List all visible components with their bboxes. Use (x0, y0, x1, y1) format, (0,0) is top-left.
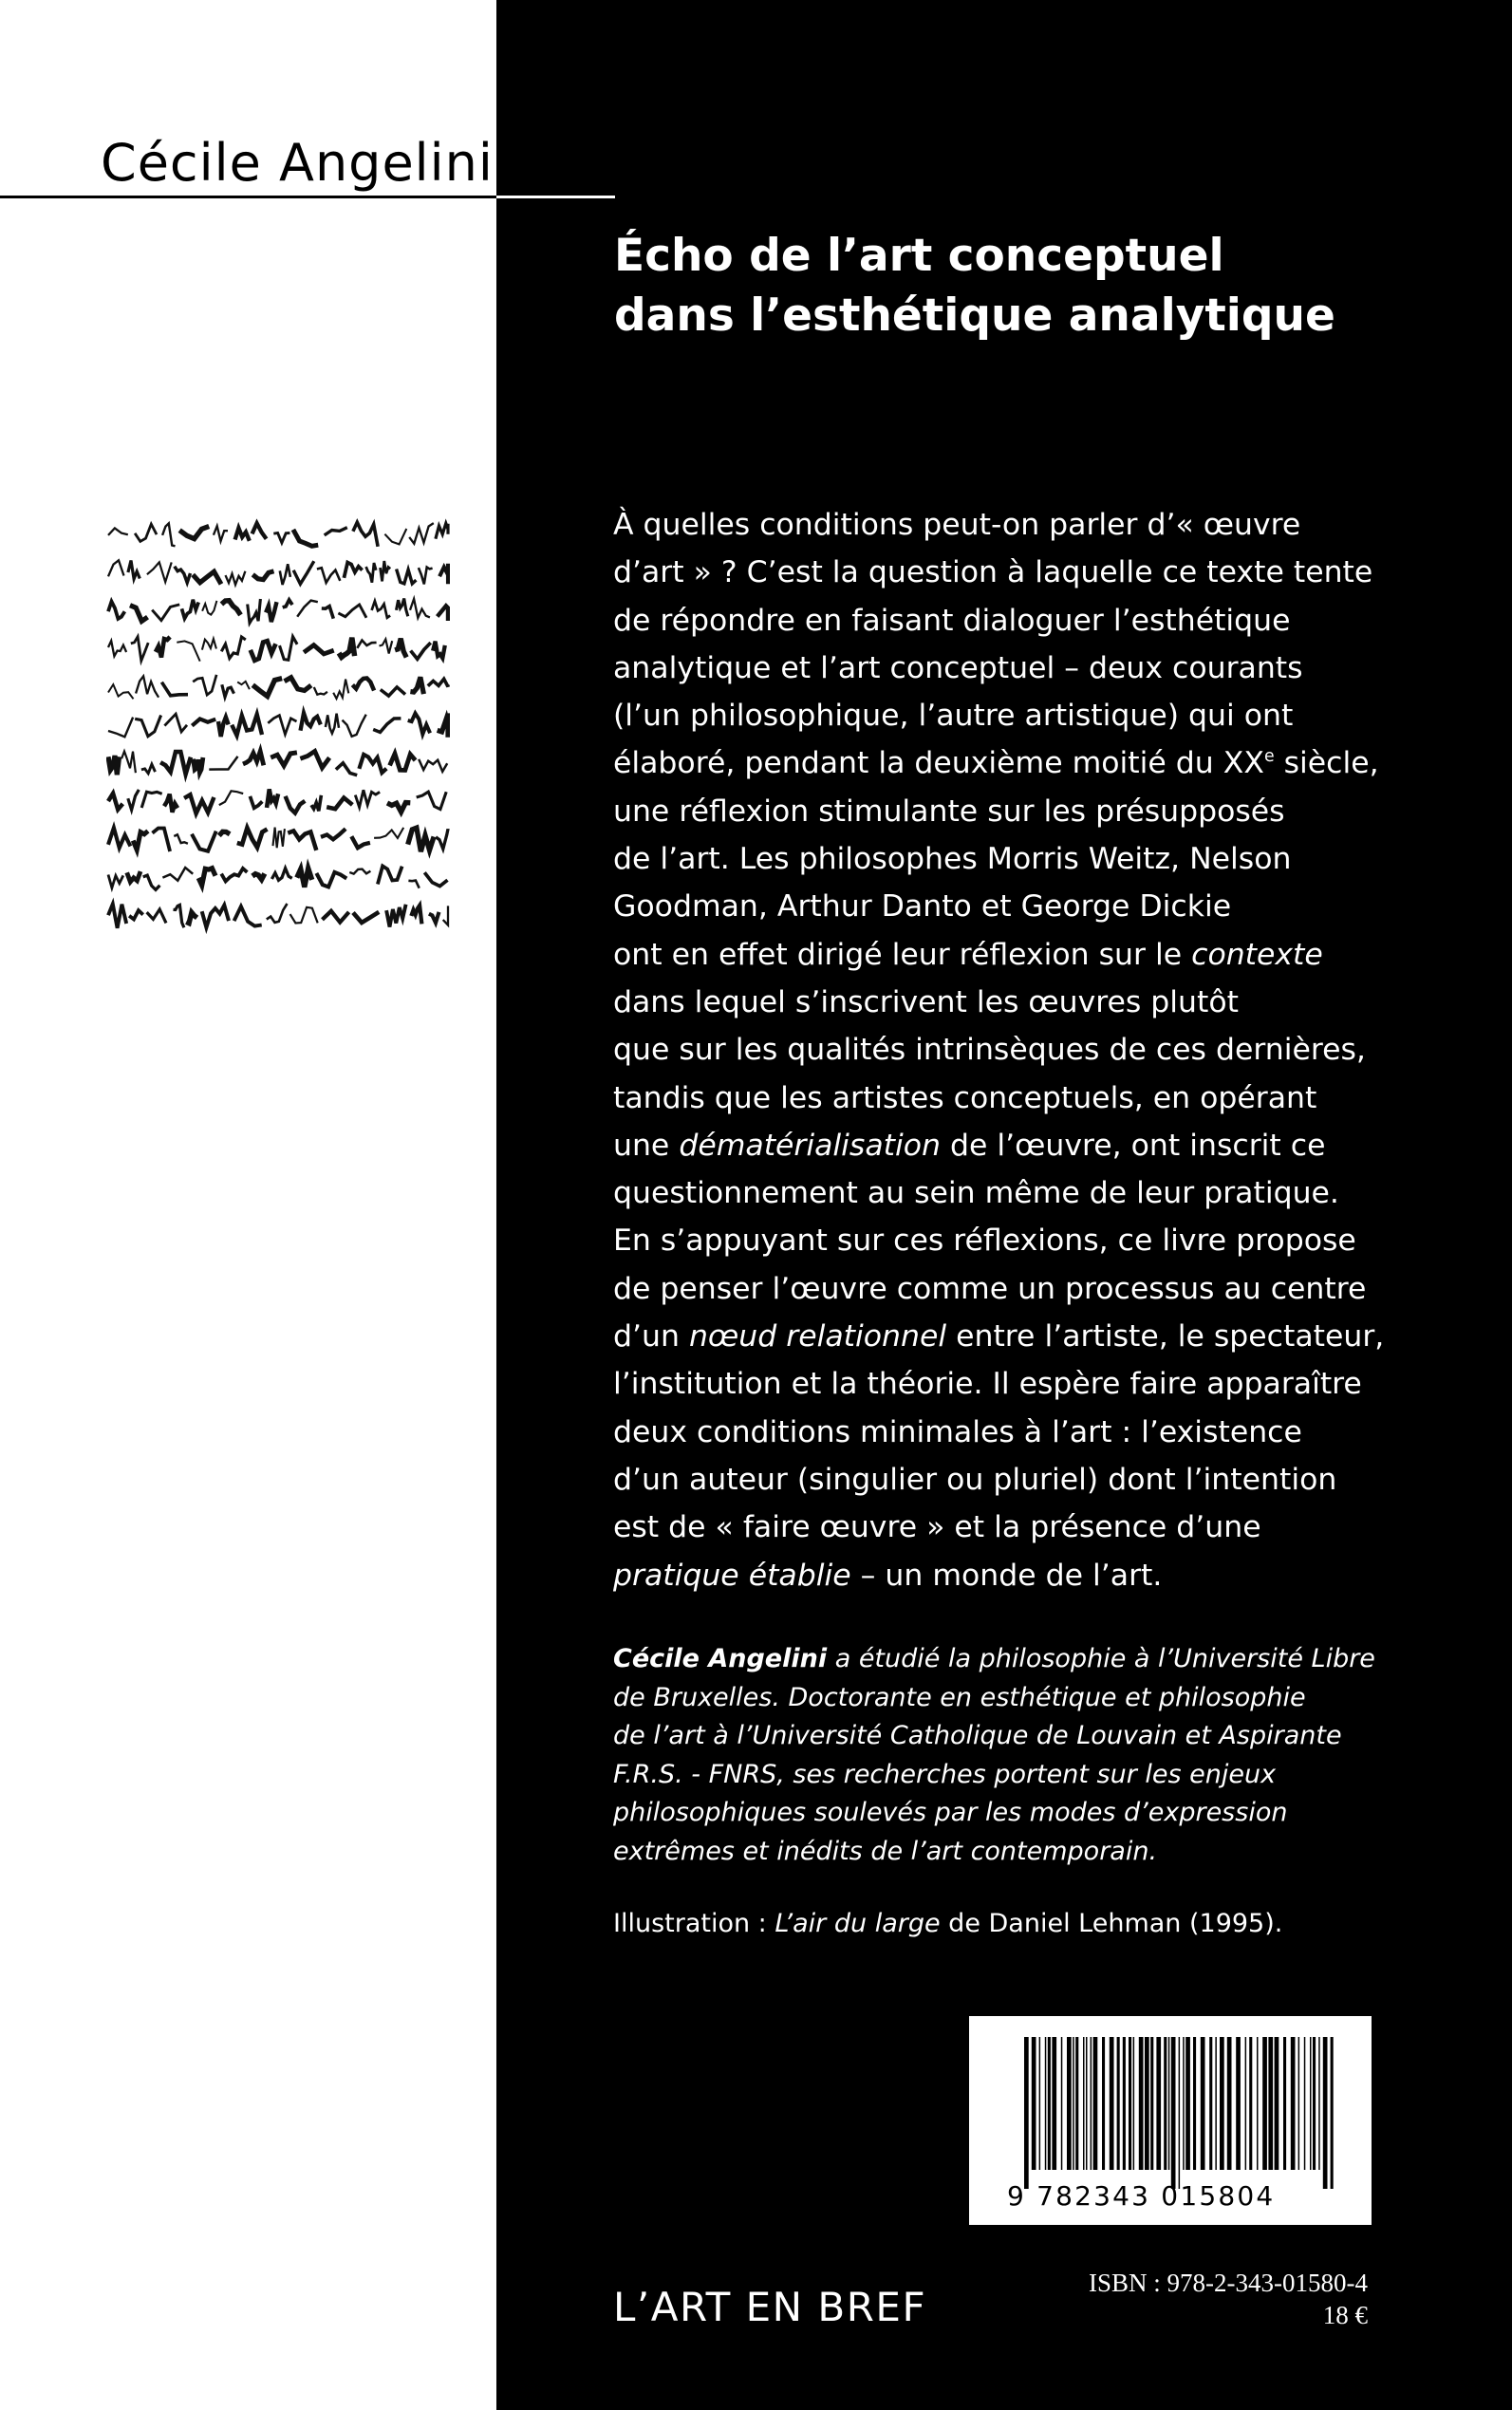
barcode-bar (1185, 2037, 1190, 2170)
illustration-stroke (127, 871, 140, 882)
illustration-stroke (384, 529, 406, 544)
book-title (614, 226, 1335, 346)
barcode-bar (1039, 2037, 1041, 2170)
illustration-stroke (265, 789, 278, 805)
barcode-bar (1201, 2037, 1205, 2170)
illustration-stroke (293, 561, 314, 584)
illustration-stroke (202, 601, 216, 615)
illustration-stroke (266, 602, 276, 622)
illustration-stroke (424, 872, 447, 886)
illustration-stroke (184, 794, 214, 813)
barcode-bar (1304, 2037, 1306, 2170)
barcode-bar (1193, 2037, 1196, 2170)
barcode-bar (1257, 2037, 1259, 2170)
illustration-stroke (235, 528, 250, 541)
author-rule-left (0, 196, 496, 198)
barcode-icon (1024, 2037, 1334, 2189)
illustration-stroke (131, 637, 148, 661)
illustration-stroke (438, 606, 448, 621)
barcode-bar (1323, 2037, 1328, 2189)
illustration-stroke (397, 570, 417, 584)
illustration-stroke (433, 642, 445, 659)
illustration-stroke (252, 679, 282, 697)
illustration-stroke (336, 763, 357, 775)
illustration-stroke (353, 522, 378, 547)
illustration-stroke (325, 528, 347, 535)
barcode-bar (1298, 2037, 1300, 2170)
illustration-stroke (252, 523, 267, 539)
barcode-bar (1150, 2037, 1153, 2170)
author-bio: Cécile Angelini a étudié la philosophie à l’Université Libre de Bruxelles. Doctorante en esthétique et philosophie de l’art à l’Université Catholique de Louvain et Aspirante F.R.S. - FNRS, ses recherches portent sur les enjeux philosophiques soulevés par les modes d’expression extrêmes et inédits de l’art contemporain. (613, 1644, 1375, 1866)
illustration-stroke (316, 872, 346, 887)
barcode-bar (1318, 2037, 1320, 2170)
illustration-stroke (214, 526, 228, 541)
illustration-stroke (192, 831, 216, 851)
illustration-stroke (338, 605, 366, 618)
illustration-stroke (280, 637, 298, 661)
illustration-stroke (381, 687, 405, 696)
illustration-stroke (372, 601, 391, 618)
illustration-stroke (209, 757, 237, 770)
illustration-stroke (252, 873, 265, 879)
illustration-stroke (395, 639, 406, 658)
illustration-stroke (378, 866, 402, 884)
illustration-stroke (359, 755, 386, 773)
illustration-stroke (156, 637, 170, 658)
barcode-bar (1102, 2037, 1105, 2170)
barcode-bar (1032, 2037, 1036, 2170)
barcode-bar (1091, 2037, 1092, 2170)
illustration-stroke (288, 831, 316, 850)
illustration-stroke (428, 679, 448, 686)
illustration-stroke (108, 756, 120, 775)
illustration-stroke (141, 764, 156, 774)
illustration-stroke (410, 599, 430, 618)
illustration-stroke (323, 911, 349, 923)
illustration-stroke (297, 601, 318, 617)
illustration-stroke (387, 803, 410, 813)
illustration-stroke (153, 829, 171, 852)
illustration-stroke (286, 796, 306, 813)
barcode-bar (1227, 2037, 1232, 2170)
illustration-stroke (202, 639, 216, 650)
illustration-stroke (147, 909, 166, 923)
barcode-bar (1117, 2037, 1120, 2170)
illustration-stroke (174, 834, 188, 843)
barcode-bar (1067, 2037, 1072, 2170)
barcode-bar (1220, 2037, 1224, 2170)
illustration-stroke (381, 561, 391, 581)
illustration-stroke (311, 795, 321, 812)
barcode-digits: 9 782343 015804 (1007, 2180, 1276, 2212)
illustration-stroke (285, 678, 311, 691)
barcode-bar (1262, 2037, 1267, 2170)
illustration-stroke (135, 716, 160, 737)
illustration-stroke (343, 715, 366, 737)
illustration-stroke (177, 641, 199, 661)
barcode-bar (1179, 2037, 1181, 2189)
illustration-stroke (429, 912, 439, 923)
barcode-bar (1086, 2037, 1088, 2170)
illustration-stroke (182, 600, 199, 619)
title-line-2: dans l’esthétique analytique (614, 290, 1335, 342)
illustration-stroke (219, 791, 243, 805)
illustration-stroke (280, 564, 290, 585)
illustration-stroke (162, 523, 175, 546)
illustration-stroke (408, 828, 434, 851)
illustration-stroke (317, 568, 340, 583)
illustration-stroke (408, 881, 419, 888)
illustration-stroke (297, 869, 312, 887)
illustration-stroke (250, 796, 262, 808)
illustration-credit: Illustration : L’air du large de Daniel Lehman (1995). (613, 1909, 1283, 1938)
illustration-stroke (108, 641, 126, 656)
emphasis-pratique: pratique établie (613, 1558, 851, 1593)
illustration-stroke (314, 687, 327, 695)
barcode-bar (1236, 2037, 1241, 2170)
illustration-stroke (162, 868, 193, 881)
illustration-stroke (408, 714, 430, 735)
illustration-stroke (136, 676, 159, 697)
illustration-stroke (293, 530, 318, 546)
illustration-stroke (268, 716, 296, 735)
illustration-stroke (108, 904, 126, 927)
barcode-bar (1024, 2037, 1029, 2189)
barcode-bar (1075, 2037, 1078, 2170)
barcode-bar (1209, 2037, 1212, 2170)
illustration-stroke (344, 563, 362, 578)
barcode-bar (1048, 2037, 1051, 2170)
illustration-stroke (380, 639, 393, 653)
barcode-bar (1283, 2037, 1286, 2170)
illustration-stroke (300, 751, 329, 767)
barcode-bar (1061, 2037, 1063, 2170)
barcode-bar (1268, 2037, 1273, 2170)
back-cover-blurb: À quelles conditions peut-on parler d’« œuvre d’art » ? C’est la question à laquelle ce texte tente de répondre en faisant dialoguer l’esthétique analytique et l’art conceptuel – deux courants (l’un philosophique, l’autre artistique) qui ont élaboré, pendant la deuxième moitié du XXe siècle, une réflexion stimulante sur les présupposés de l’art. Les philosophes Morris Weitz, Nelson Goodman, Arthur Danto et George Dickie ont en effet dirigé leur réflexion sur le contexte dans lequel s’inscrivent les œuvres plutôt que sur les qualités intrinsèques de ces dernières, tandis que les artistes conceptuels, en opérant une dématérialisation de l’œuvre, ont inscrit ce questionnement au sein même de leur pratique. En s’appuyant sur ces réflexions, ce livre propose de penser l’œuvre comme un processus au centre d’un nœud relationnel entre l’artiste, le spectateur, l’institution et la théorie. Il espère faire apparaître deux conditions minimales à l’art : l’existence d’un auteur (singulier ou pluriel) dont l’intention est de « faire œuvre » et la présence d’une pratique établie – un monde de l’art. (613, 508, 1385, 1593)
illustration-stroke (108, 602, 124, 619)
emphasis-dematerialisation: dématérialisation (679, 1128, 941, 1163)
illustration-stroke (326, 714, 339, 734)
illustration-stroke (301, 713, 321, 731)
illustration-stroke (353, 912, 379, 923)
illustration-stroke (436, 829, 448, 849)
illustration-stroke (108, 684, 134, 699)
barcode-bar (1331, 2037, 1334, 2189)
emphasis-noeud: nœud relationnel (688, 1319, 947, 1354)
barcode-bar (1123, 2037, 1126, 2170)
barcode-bar (1129, 2037, 1131, 2170)
illustration-stroke (390, 754, 416, 770)
barcode-bar (1183, 2037, 1185, 2170)
illustration-stroke (147, 562, 172, 582)
illustration-stroke (121, 752, 136, 774)
barcode-bar (1249, 2037, 1252, 2170)
isbn-number: ISBN : 978-2-343-01580-4 (1089, 2269, 1368, 2297)
illustration-stroke (129, 910, 143, 919)
barcode-bar (1045, 2037, 1047, 2170)
white-panel (0, 0, 496, 2410)
barcode-bar (1275, 2037, 1279, 2170)
illustration-stroke (221, 601, 240, 615)
illustration-stroke (108, 828, 130, 848)
illustration-stroke (333, 680, 348, 699)
illustration-stroke (411, 643, 431, 659)
author-name: Cécile Angelini (101, 133, 494, 193)
illustration-stroke (160, 752, 191, 775)
barcode-bar (1245, 2037, 1247, 2170)
illustration-stroke (443, 906, 448, 925)
illustration-stroke (175, 567, 191, 583)
title-line-1: Écho de l’art conceptuel (614, 230, 1224, 282)
barcode-bar (1168, 2037, 1170, 2170)
illustration-stroke (349, 869, 370, 874)
barcode-bar (1215, 2037, 1217, 2170)
illustration-stroke (141, 792, 162, 808)
illustration-stroke (237, 682, 250, 689)
illustration-stroke (411, 906, 421, 925)
barcode-bar (1133, 2037, 1135, 2170)
illustration-stroke (221, 869, 247, 882)
illustration-stroke (439, 564, 448, 585)
barcode-bar (1313, 2037, 1316, 2170)
illustration-stroke (192, 719, 215, 725)
illustration-stroke (290, 907, 318, 924)
illustration-stroke (128, 790, 140, 810)
price: 18 € (1322, 2301, 1368, 2329)
barcode-bar (1110, 2037, 1114, 2170)
illustration-stroke (386, 905, 406, 927)
bio-author-name: Cécile Angelini (613, 1644, 828, 1673)
illustration-stroke (373, 719, 401, 733)
illustration-stroke (251, 641, 276, 661)
illustration-stroke (409, 523, 434, 544)
calligraphic-illustration (106, 515, 450, 935)
illustration-stroke (283, 600, 292, 607)
barcode (969, 2016, 1372, 2225)
illustration-stroke (179, 527, 209, 539)
barcode-bar (1171, 2037, 1176, 2189)
illustration-stroke (108, 875, 123, 888)
illustration-stroke (193, 675, 216, 695)
illustration-stroke (273, 533, 289, 543)
illustration-stroke (218, 718, 229, 737)
barcode-bar (1291, 2037, 1296, 2170)
barcode-bar (1145, 2037, 1149, 2170)
barcode-bar (1156, 2037, 1161, 2170)
illustration-stroke (108, 794, 122, 810)
barcode-bar (1083, 2037, 1085, 2170)
illustration-stroke (357, 641, 376, 648)
illustration-stroke (234, 906, 262, 926)
illustration-stroke (193, 571, 221, 584)
illustration-stroke (248, 599, 261, 623)
illustration-stroke (419, 568, 433, 585)
illustration-stroke (164, 794, 177, 813)
illustration-stroke (304, 645, 334, 654)
illustration-stroke (436, 523, 448, 538)
illustration-stroke (273, 828, 285, 849)
illustration-stroke (219, 831, 230, 835)
illustration-stroke (271, 869, 291, 881)
series-name: L’ART EN BREF (613, 2284, 927, 2330)
illustration-stroke (321, 829, 345, 839)
barcode-bar (1310, 2037, 1312, 2170)
illustration-stroke (410, 677, 423, 694)
illustration-stroke (419, 759, 447, 772)
illustration-stroke (143, 875, 160, 889)
illustration-stroke (164, 714, 187, 732)
illustration-stroke (252, 571, 273, 580)
illustration-stroke (355, 790, 380, 807)
illustration-stroke (221, 637, 245, 659)
barcode-bar (1073, 2037, 1074, 2170)
illustration-stroke (339, 638, 355, 658)
barcode-bar (1164, 2037, 1167, 2170)
illustration-stroke (108, 528, 128, 535)
illustration-stroke (202, 906, 229, 927)
illustration-stroke (271, 753, 297, 766)
illustration-stroke (366, 563, 377, 583)
illustration-stroke (237, 828, 268, 848)
illustration-stroke (133, 831, 148, 850)
illustration-stroke (232, 715, 262, 736)
illustration-stroke (397, 599, 408, 617)
illustration-stroke (152, 605, 179, 621)
emphasis-context: contexte (1191, 937, 1323, 972)
barcode-bar (1052, 2037, 1056, 2170)
illustration-stroke (222, 684, 234, 697)
illustration-stroke (108, 718, 133, 738)
illustration-stroke (161, 682, 188, 696)
illustration-stroke (243, 752, 264, 766)
illustration-stroke (226, 571, 246, 585)
illustration-stroke (186, 912, 196, 923)
illustration-stroke (198, 869, 215, 886)
illustration-stroke (108, 560, 124, 576)
illustration-stroke (438, 713, 448, 737)
illustration-stroke (327, 798, 352, 810)
illustration-stroke (417, 792, 447, 809)
illustration-stroke (135, 524, 157, 541)
illustration-stroke (322, 607, 334, 619)
illustration-stroke (352, 679, 374, 691)
barcode-bar (1139, 2037, 1144, 2170)
illustration-stroke (128, 561, 140, 579)
illustration-stroke (174, 905, 184, 927)
illustration-stroke (267, 904, 288, 923)
illustration-stroke (194, 757, 203, 773)
barcode-bar (1093, 2037, 1098, 2170)
illustration-stroke (130, 606, 148, 622)
illustration-stroke (351, 836, 370, 848)
illustration-stroke (374, 828, 403, 838)
